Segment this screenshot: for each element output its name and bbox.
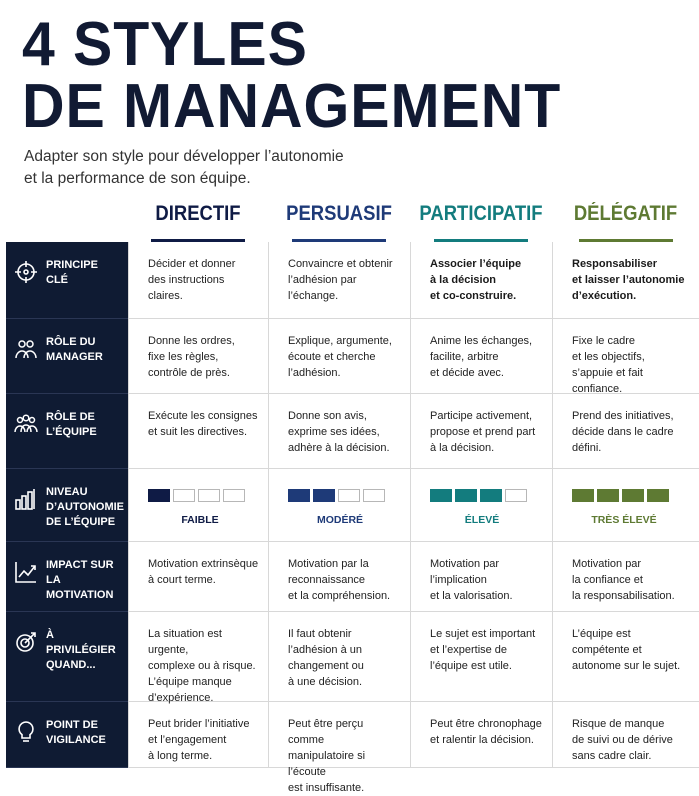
table-cell: [552, 319, 699, 394]
level-segment-filled: [288, 489, 310, 502]
level-segment-empty: [223, 489, 245, 502]
cell-text-line: et l’engagement: [148, 734, 227, 746]
table-cell: [268, 394, 410, 469]
cell-text-line: et les objectifs,: [572, 351, 645, 363]
table-cell: [552, 394, 699, 469]
table-cell: [552, 612, 699, 702]
cell-text-line: Motivation par: [430, 558, 500, 570]
cell-text-line: Peut être chronophage: [430, 718, 542, 730]
cell-text-line: Responsabiliser: [572, 258, 657, 270]
level-segment-filled: [480, 489, 502, 502]
cell-text-line: l’équipe est utile.: [430, 660, 512, 672]
cell-text-line: changement ou: [288, 660, 364, 672]
level-segment-filled: [647, 489, 669, 502]
cell-text-line: l’adhésion.: [288, 367, 341, 379]
table-row: [6, 319, 699, 394]
column-header-1: [128, 192, 268, 242]
cell-text-line: est insuffisante.: [288, 782, 365, 794]
row-label-cell: [6, 319, 128, 394]
cell-text-line: et co-construire.: [430, 290, 517, 302]
cell-text-line: s’appuie et fait confiance.: [572, 367, 643, 395]
target-icon: [14, 260, 38, 284]
table-cell: [552, 702, 699, 768]
table-cell: [410, 612, 552, 702]
table-cell: [268, 319, 410, 394]
cell-text-line: Fixe le cadre: [572, 335, 635, 347]
level-segment-filled: [597, 489, 619, 502]
cell-text-line: Il faut obtenir: [288, 628, 352, 640]
table-cell: [128, 242, 268, 319]
table-cell: [268, 542, 410, 612]
table-cell: [128, 319, 268, 394]
cell-text-line: Motivation extrinsèque: [148, 558, 259, 570]
row-label-cell: [6, 612, 128, 702]
cell-text-line: Associer l’équipe: [430, 258, 522, 270]
level-segment-empty: [173, 489, 195, 502]
cell-text-line: à long terme.: [148, 750, 213, 762]
table-cell: [128, 702, 268, 768]
subtitle-line-1: Adapter son style pour développer l’autonomie: [24, 148, 344, 165]
row-label: RÔLE DU MANAGER: [46, 336, 103, 363]
table-cell: [410, 319, 552, 394]
row-label: PRINCIPE CLÉ: [46, 259, 98, 286]
page-title-line-1: 4 STYLES: [22, 10, 308, 79]
cell-text-line: Explique, argumente,: [288, 335, 392, 347]
row-label-cell: [6, 394, 128, 469]
cell-text-line: à la décision.: [430, 442, 495, 454]
cell-text-line: écoute et cherche: [288, 351, 376, 363]
manager-icon: [14, 337, 38, 361]
cell-text-line: Peut brider l’initiative: [148, 718, 250, 730]
cell-text-line: Participe activement,: [430, 410, 533, 422]
row-label: IMPACT SUR LA MOTIVATION: [46, 559, 114, 601]
cell-text-line: l’échange.: [288, 290, 339, 302]
autonomy-level-bar: [148, 489, 260, 502]
autonomy-level-label: ÉLEVÉ: [464, 514, 500, 526]
cell-text-line: la responsabilisation.: [572, 590, 675, 602]
lightbulb-icon: [14, 720, 38, 744]
table-row: [6, 469, 699, 542]
cell-text-line: et la compréhension.: [288, 590, 391, 602]
table-cell: [552, 469, 699, 542]
subtitle-line-2: et la performance de son équipe.: [24, 170, 251, 187]
cell-text-line: l’adhésion à un: [288, 644, 363, 656]
level-segment-filled: [430, 489, 452, 502]
table-cell: [268, 702, 410, 794]
cell-text-line: L’équipe est: [572, 628, 631, 640]
row-label-cell: [6, 542, 128, 612]
cell-text-line: d’exécution.: [572, 290, 637, 302]
cell-text-line: Donne son avis,: [288, 410, 367, 422]
autonomy-level-bar: [430, 489, 544, 502]
cell-text-line: à la décision: [430, 274, 497, 286]
autonomy-level-bar: [288, 489, 402, 502]
level-segment-filled: [148, 489, 170, 502]
column-header-2: [268, 192, 410, 242]
table-cell: [128, 394, 268, 469]
table-cell: [128, 469, 268, 542]
cell-text-line: décide dans le cadre: [572, 426, 674, 438]
cell-text-line: autonome sur le sujet.: [572, 660, 681, 672]
bar-chart-icon: [14, 487, 38, 511]
table-row: [6, 242, 699, 319]
cell-text-line: Donne les ordres,: [148, 335, 235, 347]
table-cell: [128, 612, 268, 702]
column-title: DÉLÉGATIF: [573, 202, 678, 225]
table-cell: [410, 394, 552, 469]
table-cell: [410, 469, 552, 542]
cell-text-line: Exécute les consignes: [148, 410, 258, 422]
table-cell: [268, 242, 410, 319]
cell-text-line: Convaincre et obtenir: [288, 258, 393, 270]
cell-text-line: Le sujet est important: [430, 628, 536, 640]
cell-text-line: Anime les échanges,: [430, 335, 533, 347]
cell-text-line: manipulatoire si l’écoute: [288, 750, 366, 778]
column-title: DIRECTIF: [155, 202, 241, 225]
team-icon: [14, 412, 38, 436]
cell-text-line: l’adhésion par: [288, 274, 357, 286]
table-cell: [268, 612, 410, 702]
cell-text-line: Motivation par: [572, 558, 642, 570]
table-row: [6, 394, 699, 469]
row-label: POINT DE VIGILANCE: [46, 719, 106, 746]
autonomy-level-label: FAIBLE: [181, 514, 219, 526]
row-label: À PRIVILÉGIER QUAND...: [46, 629, 116, 671]
cell-text-line: Peut être perçu comme: [288, 718, 364, 746]
level-segment-filled: [455, 489, 477, 502]
cell-text-line: claires.: [148, 290, 183, 302]
column-title: PERSUASIF: [286, 202, 392, 225]
table-cell: [410, 702, 552, 768]
table-cell: [128, 542, 268, 612]
row-label-cell: [6, 242, 128, 319]
cell-text-line: contrôle de près.: [148, 367, 230, 379]
table-cell: [552, 542, 699, 612]
cell-text-line: l’implication: [430, 574, 487, 586]
cell-text-line: facilite, arbitre: [430, 351, 499, 363]
row-label: RÔLE DE L’ÉQUIPE: [46, 411, 97, 438]
cell-text-line: défini.: [572, 442, 602, 454]
page-subtitle: [24, 146, 444, 190]
level-segment-empty: [338, 489, 360, 502]
table-cell: [552, 242, 699, 319]
cell-text-line: des instructions: [148, 274, 225, 286]
cell-text-line: et ralentir la décision.: [430, 734, 534, 746]
row-label: NIVEAU D’AUTONOMIE DE L’ÉQUIPE: [46, 486, 125, 528]
row-label-cell: [6, 702, 128, 768]
cell-text-line: fixe les règles,: [148, 351, 219, 363]
level-segment-empty: [198, 489, 220, 502]
level-segment-filled: [622, 489, 644, 502]
autonomy-level-bar: [572, 489, 691, 502]
cell-text-line: et décide avec.: [430, 367, 504, 379]
cell-text-line: adhère à la décision.: [288, 442, 390, 454]
table-cell: [410, 542, 552, 612]
cell-text-line: complexe ou à risque.: [148, 660, 256, 672]
cell-text-line: Risque de manque: [572, 718, 665, 730]
table-row: [6, 702, 699, 794]
table-row: [6, 612, 699, 702]
autonomy-level-label: MODÉRÉ: [316, 514, 364, 526]
cell-text-line: Décider et donner: [148, 258, 236, 270]
cell-text-line: La situation est urgente,: [148, 628, 222, 656]
cell-text-line: reconnaissance: [288, 574, 366, 586]
column-header-3: [410, 192, 552, 242]
cell-text-line: à une décision.: [288, 676, 362, 688]
cell-text-line: et la valorisation.: [430, 590, 513, 602]
cell-text-line: Prend des initiatives,: [572, 410, 674, 422]
level-segment-empty: [505, 489, 527, 502]
table-cell: [410, 242, 552, 319]
column-title: PARTICIPATIF: [419, 202, 543, 225]
cell-text-line: d’expérience.: [148, 692, 214, 704]
cell-text-line: Motivation par la: [288, 558, 369, 570]
page-title-line-2: DE MANAGEMENT: [22, 72, 562, 141]
cell-text-line: L’équipe manque: [148, 676, 232, 688]
cell-text-line: de suivi ou de dérive: [572, 734, 673, 746]
level-segment-filled: [572, 489, 594, 502]
cell-text-line: sans cadre clair.: [572, 750, 652, 762]
level-segment-filled: [313, 489, 335, 502]
cell-text-line: et l’expertise de: [430, 644, 508, 656]
autonomy-level-label: TRÈS ÉLEVÉ: [591, 514, 657, 526]
cell-text-line: propose et prend part: [430, 426, 536, 438]
cell-text-line: la confiance et: [572, 574, 643, 586]
column-header-4: [552, 192, 699, 242]
bullseye-icon: [14, 630, 38, 654]
trend-icon: [14, 560, 38, 584]
cell-text-line: à court terme.: [148, 574, 216, 586]
cell-text-line: et laisser l’autonomie: [572, 274, 685, 286]
cell-text-line: compétente et: [572, 644, 642, 656]
cell-text-line: et suit les directives.: [148, 426, 248, 438]
table-row: [6, 542, 699, 612]
table-cell: [268, 469, 410, 542]
level-segment-empty: [363, 489, 385, 502]
cell-text-line: exprime ses idées,: [288, 426, 380, 438]
management-styles-table: [6, 192, 699, 794]
row-label-cell: [6, 469, 128, 542]
